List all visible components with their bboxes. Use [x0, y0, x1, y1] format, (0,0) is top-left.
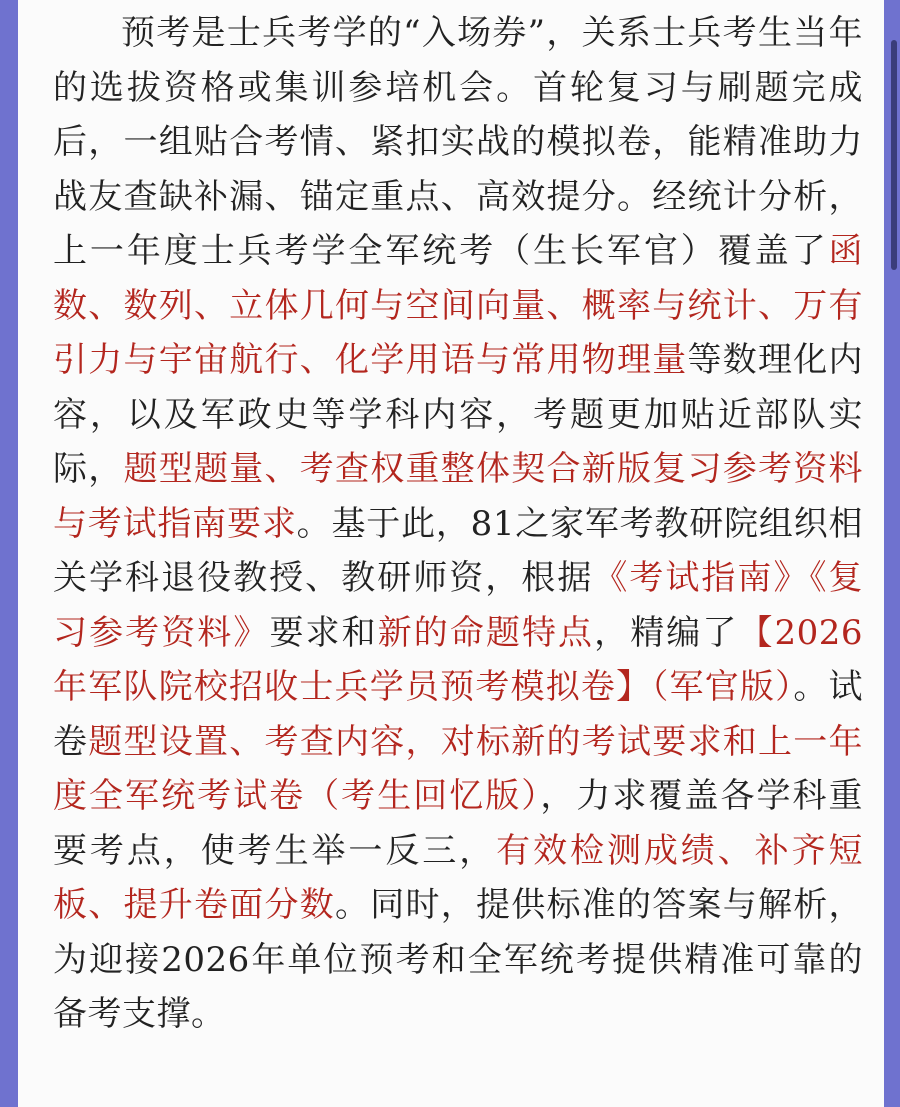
text-segment: 要求和	[269, 612, 378, 653]
text-segment: ，精编了	[594, 612, 739, 653]
highlighted-topics: 函数、数列、立体几何与空间向量、概率与统计、万有引力与宇宙航行、化学用语与常用物理量	[53, 231, 863, 380]
highlighted-features: 新的命题特点	[377, 612, 595, 653]
text-segment: 等数理化内容，以及军政史等学科内容，考题更加贴近部队实际，	[53, 340, 863, 489]
text-segment: 预考是士兵考学的“入场券”，关系士兵考生当年的选拔资格或集训参培机会。首轮复习与刷题完成后，一组贴合考情、紧扣实战的模拟卷，能精准助力战友查缺补漏、锚定重点、高效提分。经统计分析，上一年度士兵考学全军统考（生长军官）覆盖了	[53, 13, 863, 271]
text-segment: 。同时，提供标准的答案与解析，为迎接2026年单位预考和全军统考提供精准可靠的备考支撑。	[53, 885, 863, 1034]
text-segment: 。基于此，81之家军考教研院组织相关学科退役教授、教研师资，根据	[53, 503, 864, 598]
text-segment: ，力求覆盖各学科重要考点，使考生举一反三，	[53, 776, 864, 871]
article-paragraph	[53, 6, 863, 1042]
text-segment: 。试卷	[53, 667, 864, 762]
highlighted-benefits: 有效检测成绩、补齐短板、提升卷面分数	[53, 830, 864, 925]
scrollbar-thumb[interactable]	[891, 40, 897, 270]
document-page	[18, 0, 884, 1107]
highlighted-requirements: 题型题量、考查权重整体契合新版复习参考资料与考试指南要求	[53, 449, 863, 544]
highlighted-exam-title: 【2026年军队院校招收士兵学员预考模拟卷】（军官版）	[53, 612, 864, 707]
highlighted-exam-standards: 题型设置、考查内容，对标新的考试要求和上一年度全军统考试卷（考生回忆版）	[53, 721, 863, 816]
highlighted-references: 《考试指南》《复习参考资料》	[53, 558, 864, 653]
scrollbar[interactable]	[890, 0, 898, 1107]
